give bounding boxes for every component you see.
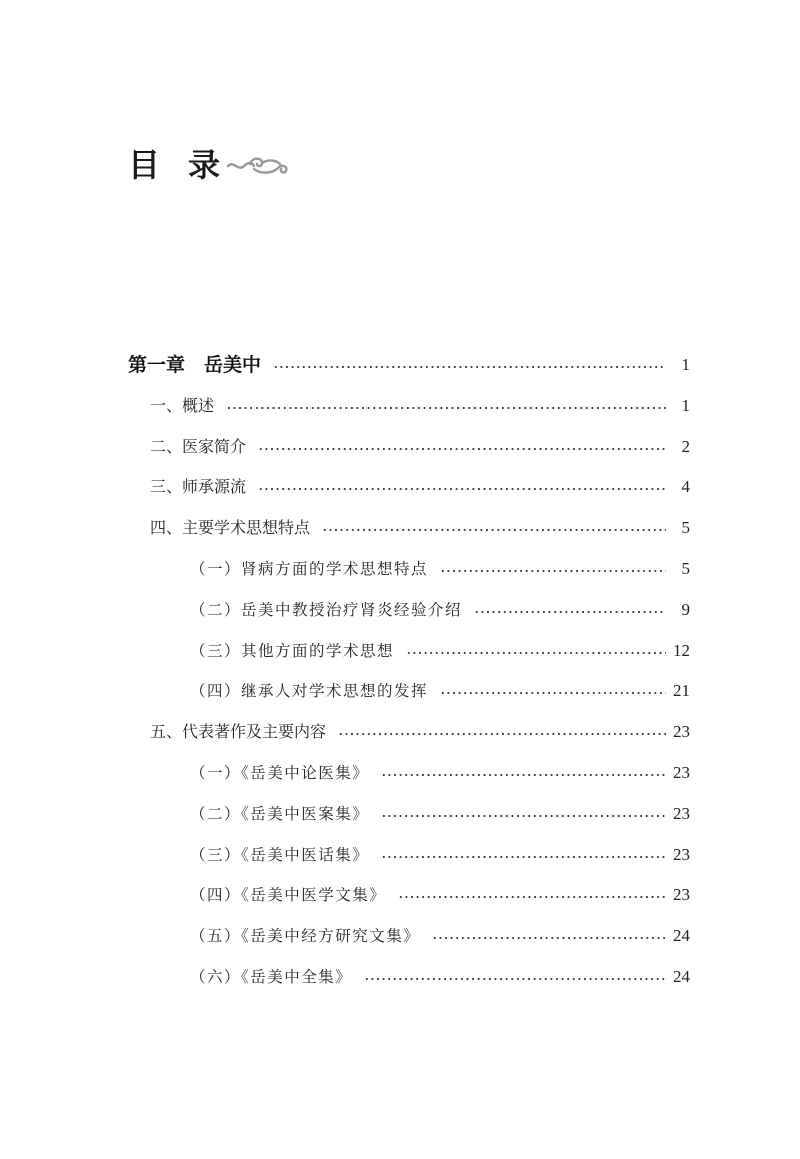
toc-entry-label: （三）其他方面的学术思想 <box>190 641 395 660</box>
toc-entry[interactable] <box>150 386 690 416</box>
toc-entry-label: 四、主要学术思想特点 <box>150 518 311 538</box>
toc-entry-label: （四）《岳美中医学文集》 <box>190 886 387 905</box>
dot-leader <box>226 405 666 411</box>
toc-entry-label: （一）《岳美中论医集》 <box>190 764 370 782</box>
toc-entry[interactable] <box>190 631 690 661</box>
toc-entry-label: （五）《岳美中经方研究文集》 <box>190 927 421 946</box>
dot-leader <box>322 527 666 533</box>
dot-leader <box>432 935 666 941</box>
toc-entry-label: （二）岳美中教授治疗肾炎经验介绍 <box>190 600 463 619</box>
toc-entry[interactable] <box>190 957 690 987</box>
dot-leader <box>406 650 666 656</box>
toc-page-number: 5 <box>681 559 690 578</box>
title-char: 录 <box>188 146 249 184</box>
dot-leader <box>258 446 666 452</box>
toc-entry[interactable] <box>150 712 690 742</box>
toc-page-number: 23 <box>673 803 690 823</box>
toc-entry[interactable] <box>128 345 690 375</box>
toc-entry[interactable] <box>190 916 690 946</box>
toc-entry-label: （一）肾病方面的学术思想特点 <box>190 560 429 578</box>
toc-entry-label: 五、代表著作及主要内容 <box>150 722 327 742</box>
cloud-ornament-icon <box>226 154 290 178</box>
toc-entry-label: （二）《岳美中医案集》 <box>190 804 370 823</box>
dot-leader <box>381 854 666 860</box>
dot-leader <box>398 894 666 900</box>
toc-page-number: 21 <box>673 681 690 701</box>
toc-entry[interactable] <box>190 794 690 824</box>
toc-entry-label: （六）《岳美中全集》 <box>190 968 353 986</box>
toc-entry[interactable] <box>190 753 690 783</box>
dot-leader <box>474 609 666 615</box>
toc-page-number: 4 <box>681 477 690 497</box>
toc-entry-label: （三）《岳美中医话集》 <box>190 845 370 864</box>
toc-entry[interactable] <box>190 671 690 701</box>
dot-leader <box>258 486 666 492</box>
page-title <box>128 140 290 186</box>
toc-entry-label: 一、概述 <box>150 395 215 415</box>
dot-leader <box>440 568 666 574</box>
dot-leader <box>364 976 666 982</box>
toc-entry[interactable] <box>190 590 690 620</box>
dot-leader <box>338 731 666 737</box>
toc-entry[interactable] <box>150 467 690 497</box>
toc-page-number: 23 <box>673 763 690 782</box>
toc-entry[interactable] <box>190 835 690 865</box>
dot-leader <box>440 690 666 696</box>
toc-page-number: 2 <box>681 436 690 456</box>
toc-page-number: 5 <box>681 518 690 538</box>
toc-page-number: 23 <box>673 844 690 864</box>
toc-entry[interactable] <box>150 427 690 457</box>
toc-page-number: 23 <box>673 722 690 742</box>
dot-leader <box>381 813 666 819</box>
dot-leader <box>381 772 666 778</box>
toc-page-number: 1 <box>681 355 690 374</box>
toc-page-number: 12 <box>673 640 690 660</box>
toc-entry-label: （四）继承人对学术思想的发挥 <box>190 682 429 701</box>
dot-leader <box>273 364 666 370</box>
toc-page-number: 23 <box>673 885 690 905</box>
toc-entry-label: 二、医家简介 <box>150 436 247 456</box>
toc-entry-label: 三、师承源流 <box>150 477 247 497</box>
toc-entry-label: 第一章 岳美中 <box>128 354 262 376</box>
toc-page-number: 1 <box>681 395 690 415</box>
toc-entry[interactable] <box>190 875 690 905</box>
toc-page-number: 24 <box>673 926 690 946</box>
toc-entry[interactable] <box>190 549 690 579</box>
toc-page-number: 24 <box>673 967 690 986</box>
toc-page-number: 9 <box>681 599 690 619</box>
toc-entry[interactable] <box>150 508 690 538</box>
title-char: 目 <box>128 146 189 184</box>
